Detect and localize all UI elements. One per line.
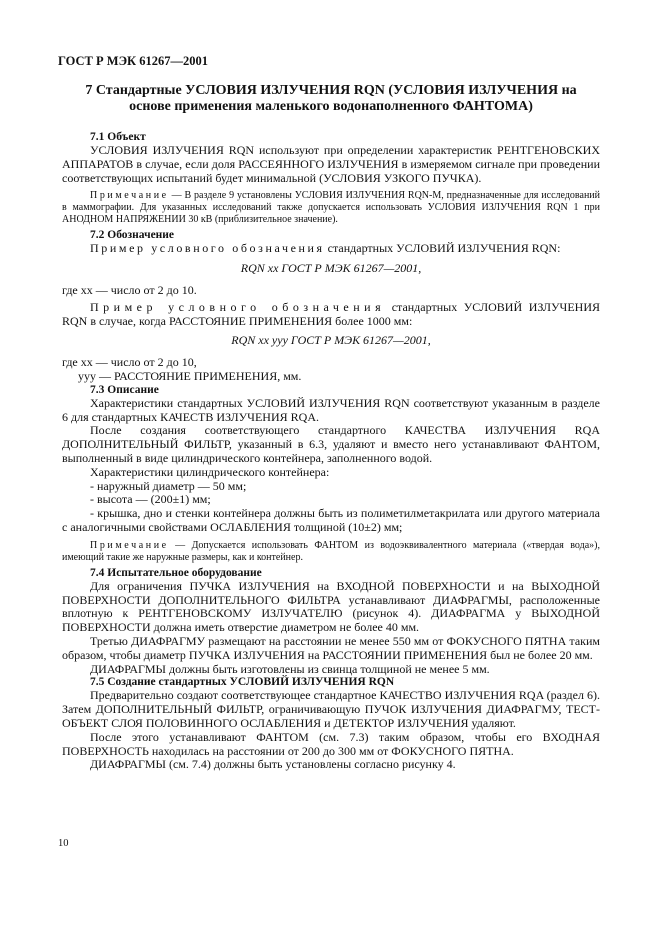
note-label: Примечание [90, 539, 169, 551]
example-2 [62, 301, 600, 329]
example-text: стандартных УСЛОВИЙ ИЗЛУЧЕНИЯ RQN в случае, когда РАССТОЯНИЕ ПРИМЕНЕНИЯ более 1000 мм: [62, 299, 601, 328]
designation-formula-2: RQN xx yyy ГОСТ Р МЭК 61267—2001, [231, 333, 431, 348]
list-item-walls: - крышка, дно и стенки контейнера должны быть из полиметилметакрилата или другого материала с аналогичными свойствами ОСЛАБЛЕНИЯ толщиной (10±2) мм; [62, 506, 600, 534]
note-7-3 [62, 540, 600, 564]
example-label: Пример условного обозначения [90, 241, 325, 256]
example-label: Пример условного обозначения [90, 299, 386, 314]
where-clause-3: yyy — РАССТОЯНИЕ ПРИМЕНЕНИЯ, мм. [78, 368, 302, 383]
subsection-7-3-paragraph-2: После создания соответствующего стандартного КАЧЕСТВА ИЗЛУЧЕНИЯ RQA ДОПОЛНИТЕЛЬНЫЙ ФИЛЬТР, указанный в 6.3, удаляют и вместо него устанавливают ФАНТОМ, выполненный в виде цилиндрического контейнера, заполненного водой. [62, 423, 600, 465]
where-clause-1: где xx — число от 2 до 10. [62, 282, 197, 297]
note-label: Примечание [90, 190, 169, 202]
example-1 [62, 242, 600, 256]
note-7-1 [62, 190, 600, 226]
subsection-7-4-paragraph-3: ДИАФРАГМЫ должны быть изготовлены из свинца толщиной не менее 5 мм. [90, 661, 490, 676]
page-body [62, 83, 600, 772]
standard-header: ГОСТ Р МЭК 61267—2001 [58, 54, 208, 68]
designation-formula-1: RQN xx ГОСТ Р МЭК 61267—2001, [240, 261, 422, 276]
subsection-7-4-paragraph-2: Третью ДИАФРАГМУ размещают на расстоянии не менее 550 мм от ФОКУСНОГО ПЯТНА таким образом, чтобы диаметр ПУЧКА ИЗЛУЧЕНИЯ на РАССТОЯНИИ ПРИМЕНЕНИЯ был не более 20 мм. [62, 633, 600, 662]
subsection-7-5-heading: 7.5 Создание стандартных УСЛОВИЙ ИЗЛУЧЕНИЯ RQN [90, 676, 395, 689]
note-text: — Допускается использовать ФАНТОМ из водоэквивалентного материала («твердая вода»), имеющий такие же наружные размеры, как и контейнер. [62, 539, 600, 563]
note-text: — В разделе 9 установлены УСЛОВИЯ ИЗЛУЧЕНИЯ RQN-M, предназначенные для исследований в маммографии. Для указанных исследований также допускается использовать УСЛОВИЯ ИЗЛУЧЕНИЯ RQN 1 при АНОДНОМ НАПРЯЖЕНИИ 30 кВ (приблизительное значение). [62, 190, 600, 226]
list-item-height: - высота — (200±1) мм; [90, 492, 211, 507]
subsection-7-4-paragraph-1: Для ограничения ПУЧКА ИЗЛУЧЕНИЯ на ВХОДНОЙ ПОВЕРХНОСТИ и на ВЫХОДНОЙ ПОВЕРХНОСТИ ДОПОЛНИТЕЛЬНОГО ФИЛЬТРА устанавливают ДИАФРАГМЫ, расположенные вплотную к РЕНТГЕНОВСКОМУ ИЗЛУЧАТЕЛЮ (рисунок 4). ДИАФРАГМА у ВЫХОДНОЙ ПОВЕРХНОСТИ должна иметь отверстие диаметром не более 40 мм. [62, 578, 600, 635]
subsection-7-4-heading: 7.4 Испытательное оборудование [90, 566, 262, 579]
list-item-diameter: - наружный диаметр — 50 мм; [90, 478, 247, 493]
subsection-7-3-heading: 7.3 Описание [90, 383, 159, 396]
subsection-7-2-heading: 7.2 Обозначение [90, 229, 175, 242]
section-7-title: 7 Стандартные УСЛОВИЯ ИЗЛУЧЕНИЯ RQN (УСЛОВИЯ ИЗЛУЧЕНИЯ на основе применения маленького водонаполненного ФАНТОМА) [85, 83, 577, 114]
where-clause-2: где xx — число от 2 до 10, [62, 355, 197, 370]
page-number: 10 [58, 838, 69, 849]
example-text: стандартных УСЛОВИЙ ИЗЛУЧЕНИЯ RQN: [324, 241, 561, 256]
subsection-7-1-heading: 7.1 Объект [90, 131, 146, 143]
container-characteristics: Характеристики цилиндрического контейнера: [90, 464, 330, 479]
subsection-7-1-paragraph: УСЛОВИЯ ИЗЛУЧЕНИЯ RQN используют при определении характеристик РЕНТГЕНОВСКИХ АППАРАТОВ в случае, если доля РАССЕЯННОГО ИЗЛУЧЕНИЯ в измеряемом сигнале при проведении соответствующих испытаний будет минимальной (УСЛОВИЯ УЗКОГО ПУЧКА). [62, 143, 600, 185]
subsection-7-5-paragraph-2: После этого устанавливают ФАНТОМ (см. 7.3) таким образом, чтобы его ВХОДНАЯ ПОВЕРХНОСТЬ находилась на расстоянии от 200 до 300 мм от ФОКУСНОГО ПЯТНА. [62, 729, 600, 758]
subsection-7-5-paragraph-1: Предварительно создают соответствующее стандартное КАЧЕСТВО ИЗЛУЧЕНИЯ RQA (раздел 6). Затем ДОПОЛНИТЕЛЬНЫЙ ФИЛЬТР, ограничивающую ПУЧОК ИЗЛУЧЕНИЯ ДИАФРАГМУ, ТЕСТ-ОБЪЕКТ СЛОЯ ПОЛОВИННОГО ОСЛАБЛЕНИЯ и ДЕТЕКТОР ИЗЛУЧЕНИЯ удаляют. [62, 688, 600, 730]
subsection-7-5-paragraph-3: ДИАФРАГМЫ (см. 7.4) должны быть установлены согласно рисунку 4. [90, 757, 456, 772]
subsection-7-3-paragraph-1: Характеристики стандартных УСЛОВИЙ ИЗЛУЧЕНИЯ RQN соответствуют указанным в разделе 6 для стандартных КАЧЕСТВ ИЗЛУЧЕНИЯ RQA. [62, 395, 600, 424]
